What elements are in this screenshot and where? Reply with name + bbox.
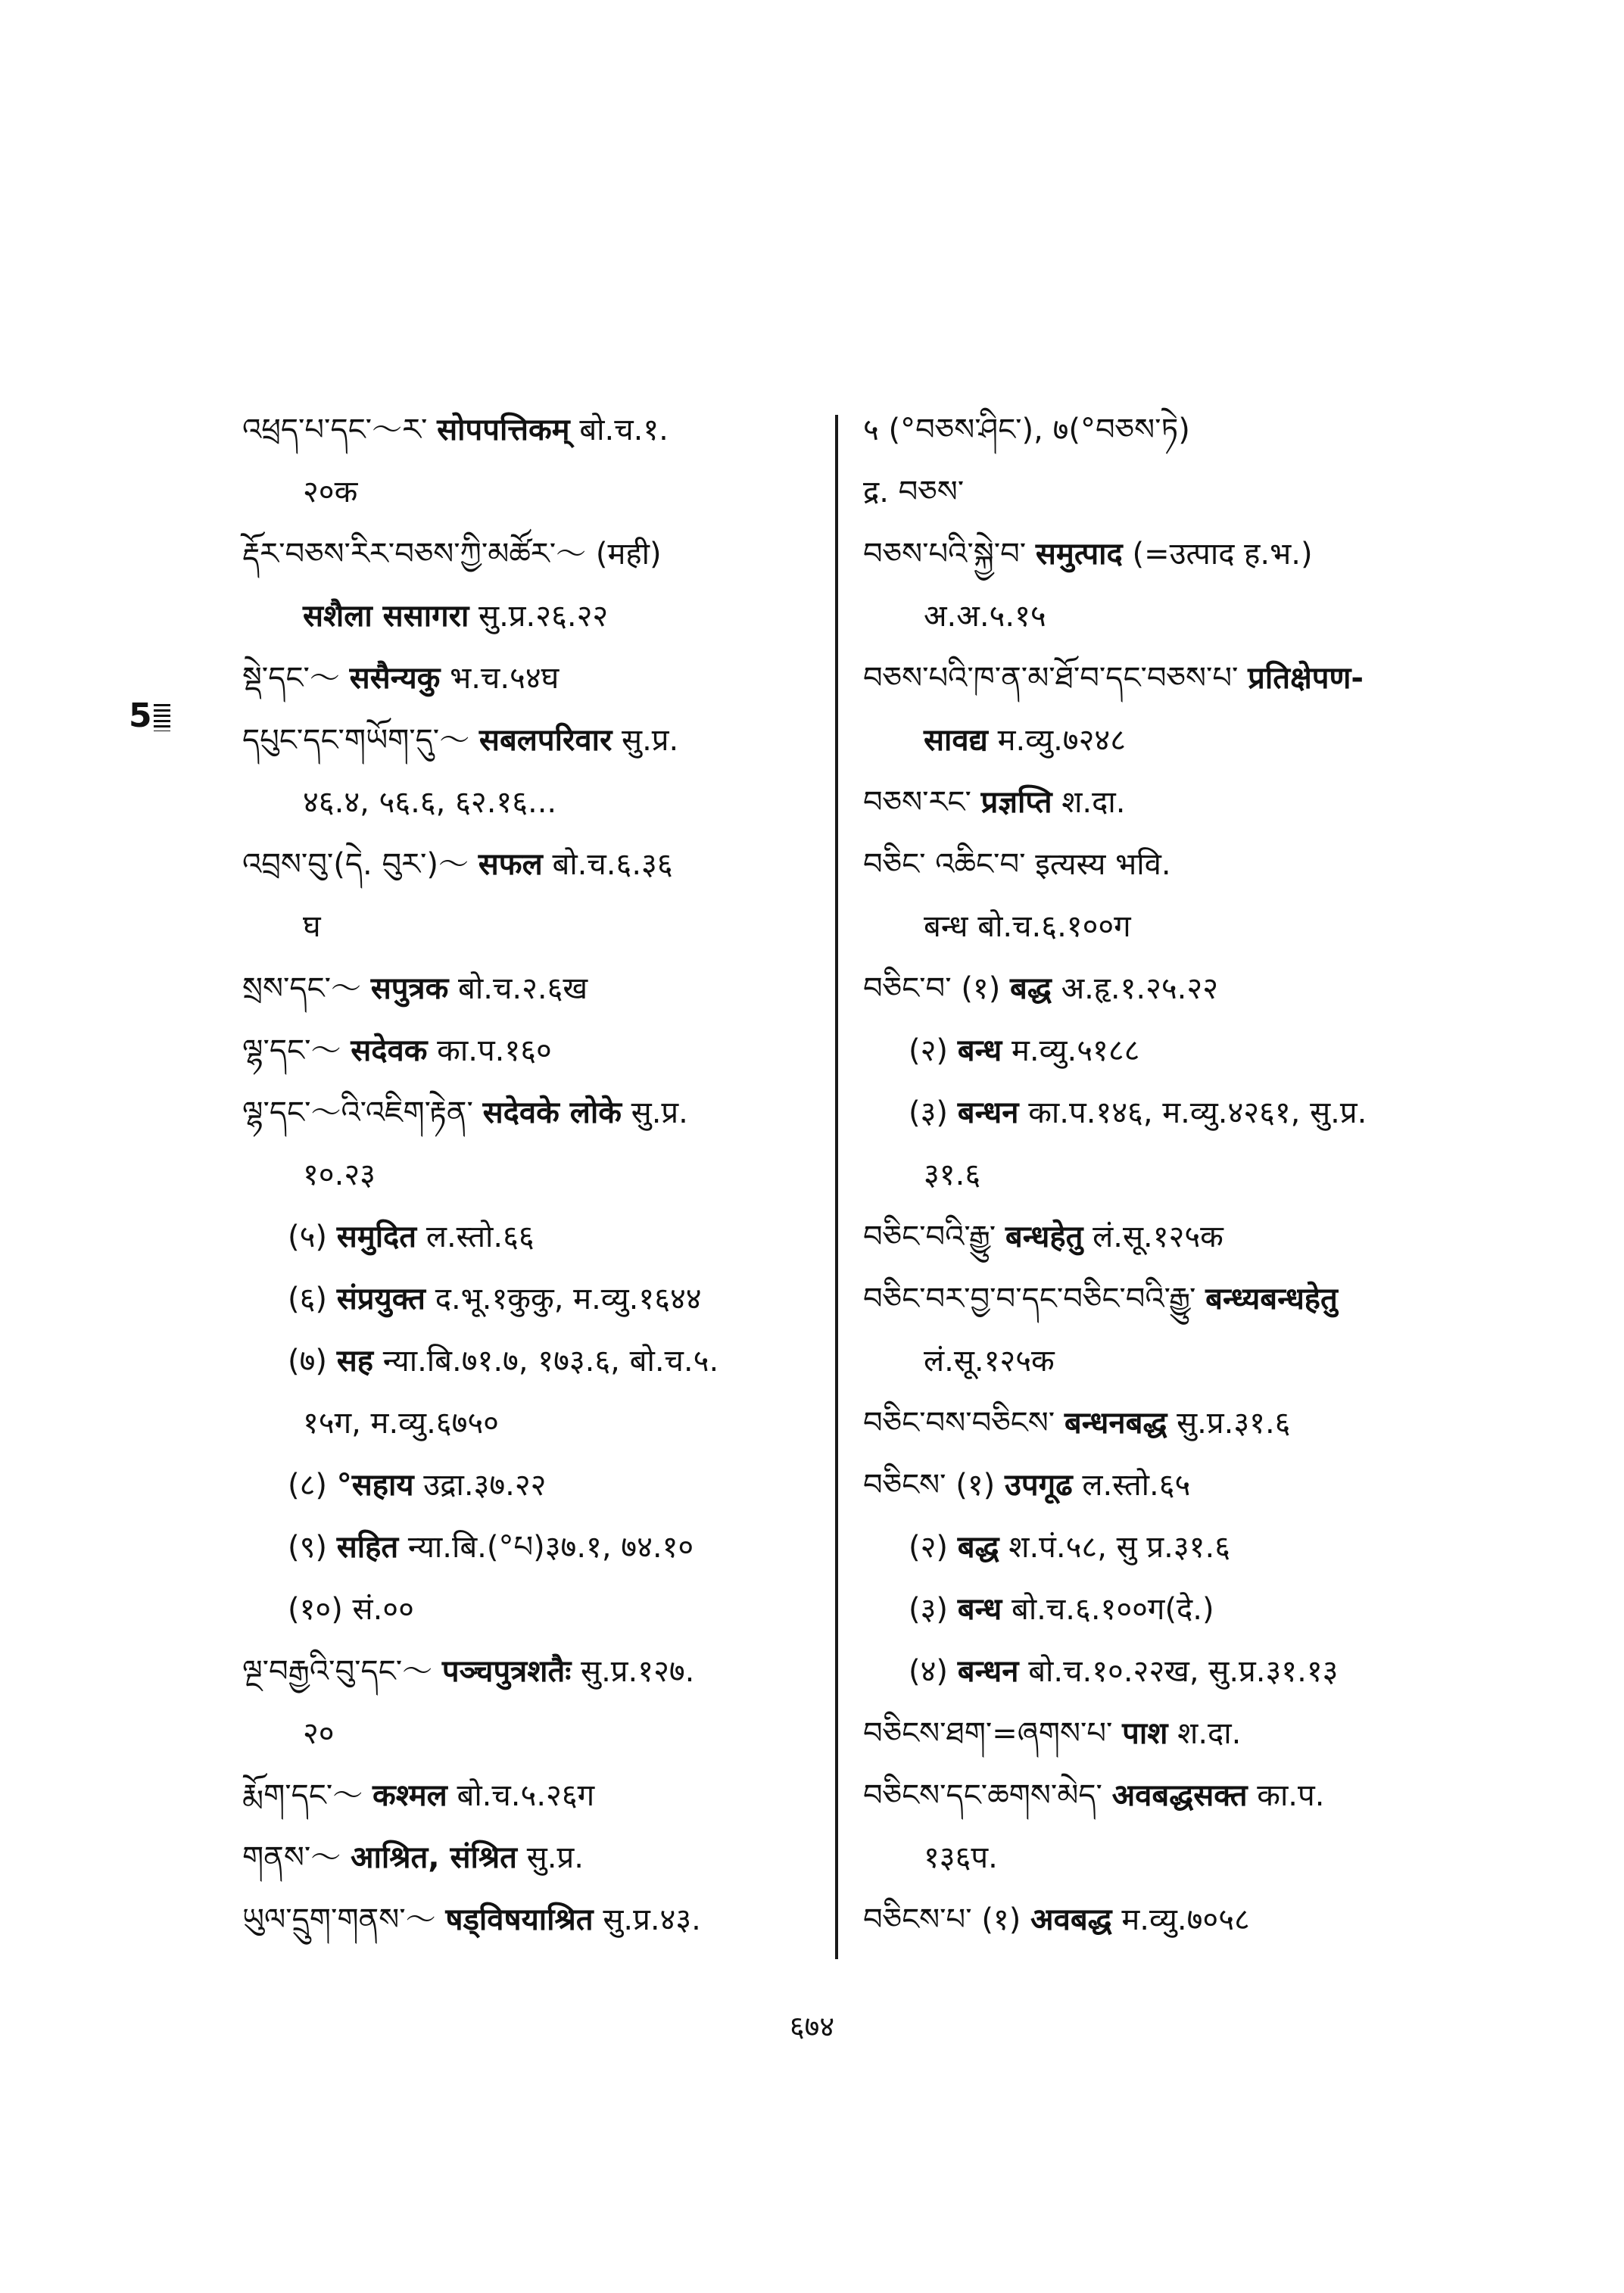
sanskrit-equivalent: पञ्चपुत्रशतैः xyxy=(441,1654,572,1689)
headword: བཅིང་ xyxy=(863,847,926,882)
reference: ल.स्तो.६६ xyxy=(425,1220,535,1254)
headword: ལྷ་དང་～ xyxy=(242,1033,341,1068)
sanskrit-equivalent: उपगूढ xyxy=(1005,1468,1073,1503)
margin-section-mark: 5 xyxy=(129,696,170,735)
reference: (=उत्पाद ह.भ.) xyxy=(1132,537,1313,572)
reference: लं.सू.१२५क xyxy=(1093,1220,1223,1254)
reference: बो.च.२.६ख xyxy=(458,971,588,1006)
reference: न्या.बि.७१.७, १७३.६, बो.च.५. xyxy=(382,1344,719,1379)
entry-line xyxy=(924,1340,1055,1382)
entry-line xyxy=(863,1402,1291,1444)
reference: म.व्यु.७२४८ xyxy=(997,723,1126,758)
headword: བཅིང་བ་ (१) xyxy=(863,971,1001,1006)
entry-line xyxy=(863,1774,1324,1817)
sanskrit-equivalent: सोपपत्तिकम् xyxy=(437,413,570,447)
headword: བཅིངས་དང་ཆགས་མེད་ xyxy=(863,1778,1102,1813)
headword: ལྔ་བརྒྱའི་བུ་དང་～ xyxy=(242,1654,433,1689)
sanskrit-equivalent: सह xyxy=(336,1344,374,1379)
reference: श.दा. xyxy=(1177,1716,1242,1751)
entry-line xyxy=(303,905,321,948)
reference: सु.प्र. xyxy=(631,1095,688,1130)
entry-line xyxy=(242,843,673,886)
headword: (१०) xyxy=(288,1592,343,1627)
sanskrit-equivalent: बन्ध xyxy=(957,1592,1002,1627)
entry-line xyxy=(303,1712,335,1755)
sanskrit-equivalent: बद्ध xyxy=(1010,971,1052,1006)
sanskrit-equivalent: अवबद्ध xyxy=(1030,1902,1112,1937)
reference: बो.च.६.३६ xyxy=(552,847,673,882)
headword: (३) xyxy=(909,1095,949,1130)
entry-line xyxy=(303,471,357,513)
reference: (मही) xyxy=(595,537,662,572)
reference: सु.प्र.४३. xyxy=(603,1902,701,1937)
entry-line xyxy=(242,1774,594,1817)
sanskrit-equivalent: बन्धन xyxy=(957,1654,1019,1689)
headword: (३) xyxy=(909,1592,949,1627)
headword: གནས་～ xyxy=(242,1840,341,1875)
sanskrit-equivalent: सपुत्रक xyxy=(370,971,449,1006)
sanskrit-equivalent: सदेवक xyxy=(351,1033,428,1068)
headword: བཅིངས་ (१) xyxy=(863,1468,996,1503)
reference: सु.प्र. xyxy=(526,1840,584,1875)
headword: དཔུང་དང་གཡོག་དུ་～ xyxy=(242,723,470,758)
sanskrit-equivalent: प्रज्ञप्ति xyxy=(980,785,1052,820)
sanskrit-equivalent: समुदित xyxy=(336,1220,417,1254)
section-bars-icon xyxy=(154,704,170,731)
entry-line xyxy=(242,1092,688,1134)
sanskrit-equivalent: सहित xyxy=(336,1530,399,1565)
entry-line xyxy=(909,1092,1367,1134)
sanskrit-equivalent: बन्धहेतु xyxy=(1005,1220,1083,1254)
reference: सं.०० xyxy=(352,1592,414,1627)
reference: श.पं.५८, सु प्र.३१.६ xyxy=(1008,1530,1230,1565)
headword: द्र. བཅས་ xyxy=(863,475,965,509)
entry-line xyxy=(863,1216,1223,1258)
headword: རྨོག་དང་～ xyxy=(242,1778,363,1813)
reference: बन्ध बो.च.६.१००ग xyxy=(924,909,1131,944)
sanskrit-equivalent: प्रतिक्षेपण- xyxy=(1248,661,1364,696)
entry-line xyxy=(863,843,1171,886)
headword: བཅིང་བར་བྱ་བ་དང་བཅིང་བའི་རྒྱུ་ xyxy=(863,1282,1196,1316)
sanskrit-equivalent: अवबद्धसक्त xyxy=(1111,1778,1248,1813)
sanskrit-equivalent: षड्विषयाश्रित xyxy=(445,1902,594,1937)
entry-line xyxy=(909,1588,1214,1631)
reference: १५ग, म.व्यु.६७५० xyxy=(303,1406,499,1441)
reference: सु.प्र. xyxy=(622,723,679,758)
reference: འཆིང་བ་ इत्यस्य भवि. xyxy=(935,847,1171,882)
entry-line xyxy=(909,1030,1139,1072)
reference: का.प.१४६, म.व्यु.४२६१, सु.प्र. xyxy=(1028,1095,1367,1130)
headword: (२) xyxy=(909,1530,949,1565)
reference: न्या.बि.(°པ)३७.१, ७४.१० xyxy=(407,1530,694,1565)
page-number: ६७४ xyxy=(789,2010,835,2043)
reference: ३१.६ xyxy=(924,1157,981,1192)
headword: བཅས་རང་ xyxy=(863,785,971,820)
reference: बो.च.१. xyxy=(579,413,669,447)
entry-line xyxy=(909,1650,1338,1693)
entry-line xyxy=(242,657,559,699)
entry-line xyxy=(242,1837,584,1879)
entry-line xyxy=(863,1278,1338,1320)
headword: (२) xyxy=(909,1033,949,1068)
headword: ཡུལ་དྲུག་གནས་～ xyxy=(242,1902,436,1937)
headword: བཅས་པའི་སྐྱེ་བ་ xyxy=(863,537,1027,572)
reference: बो.च.५.२६ग xyxy=(457,1778,595,1813)
sanskrit-equivalent: सशैला ससागरा xyxy=(303,599,469,634)
entry-line xyxy=(924,719,1126,762)
entry-line xyxy=(242,967,588,1010)
entry-line xyxy=(863,967,1218,1010)
entry-line xyxy=(863,409,1190,451)
sanskrit-equivalent: सदेवके लोके xyxy=(482,1095,622,1130)
entry-line xyxy=(863,471,964,513)
entry-line xyxy=(288,1278,702,1320)
reference: बो.च.६.१००ग(दे.) xyxy=(1011,1592,1214,1627)
reference: श.दा. xyxy=(1061,785,1126,820)
entry-line xyxy=(863,657,1364,699)
entry-line xyxy=(924,1154,980,1196)
sanskrit-equivalent: बन्धनबद्ध xyxy=(1064,1406,1167,1441)
reference: म.व्यु.७०५८ xyxy=(1121,1902,1250,1937)
reference: का.प.१६० xyxy=(437,1033,552,1068)
sanskrit-equivalent: बन्धन xyxy=(957,1095,1019,1130)
entry-line xyxy=(863,781,1125,824)
reference: सु.प्र.३१.६ xyxy=(1177,1406,1291,1441)
entry-line xyxy=(303,595,608,637)
headword: (९) xyxy=(288,1530,328,1565)
entry-line xyxy=(924,905,1131,948)
sanskrit-equivalent: सावद्य xyxy=(924,723,988,758)
entry-line xyxy=(242,1030,552,1072)
reference: भ.च.५४घ xyxy=(450,661,560,696)
sanskrit-equivalent: कश्मल xyxy=(372,1778,447,1813)
entry-line xyxy=(288,1216,535,1258)
sanskrit-equivalent: बन्ध्यबन्धहेतु xyxy=(1205,1282,1338,1316)
sanskrit-equivalent: संप्रयुक्त xyxy=(336,1282,425,1316)
headword: འཕྲད་པ་དང་～ར་ xyxy=(242,413,428,447)
sanskrit-equivalent: °सहाय xyxy=(336,1468,414,1503)
entry-line xyxy=(242,533,662,575)
entry-line xyxy=(288,1340,718,1382)
headword: ५ (°བཅས་ཤིང་), ७(°བཅས་ཏེ) xyxy=(863,413,1190,447)
headword: བཅིང་བས་བཅིངས་ xyxy=(863,1406,1055,1441)
entry-line xyxy=(242,1899,701,1941)
reference: २० xyxy=(303,1716,335,1751)
sanskrit-equivalent: सबलपरिवार xyxy=(478,723,613,758)
headword: སྡེ་དང་～ xyxy=(242,661,340,696)
headword: (४) xyxy=(909,1654,949,1689)
entry-line xyxy=(288,1464,546,1506)
entry-line xyxy=(303,1154,376,1196)
reference: १३६प. xyxy=(924,1840,998,1875)
reference: सु.प्र.२६.२२ xyxy=(478,599,609,634)
entry-line xyxy=(303,781,556,824)
headword: བཅས་པའི་ཁ་ན་མ་ཐོ་བ་དང་བཅས་པ་ xyxy=(863,661,1239,696)
entry-line xyxy=(924,1837,998,1879)
reference: अ.हृ.१.२५.२२ xyxy=(1061,971,1218,1006)
entry-line xyxy=(863,1712,1241,1755)
entry-line xyxy=(288,1588,414,1631)
headword: འབྲས་བུ་(དེ. བུར་)～ xyxy=(242,847,469,882)
headword: (८) xyxy=(288,1468,328,1503)
headword: བཅིང་བའི་རྒྱུ་ xyxy=(863,1220,996,1254)
entry-line xyxy=(242,409,669,451)
reference: म.व्यु.५१८८ xyxy=(1011,1033,1140,1068)
entry-line xyxy=(924,595,1046,637)
sanskrit-equivalent: आश्रित, संश्रित xyxy=(350,1840,517,1875)
entry-line xyxy=(863,1464,1190,1506)
entry-line xyxy=(863,533,1313,575)
headword: བཅིངས་ཐག་=ཞགས་པ་ xyxy=(863,1716,1113,1751)
entry-line xyxy=(909,1526,1230,1569)
entry-line xyxy=(242,1650,694,1693)
headword: བཅིངས་པ་ (१) xyxy=(863,1902,1021,1937)
reference: घ xyxy=(303,909,321,944)
reference: २०क xyxy=(303,475,358,509)
reference: लं.सू.१२५क xyxy=(924,1344,1055,1379)
sanskrit-equivalent: समुत्पाद xyxy=(1035,537,1123,572)
reference: सु.प्र.१२७. xyxy=(581,1654,695,1689)
column-divider xyxy=(835,415,838,1959)
headword: (७) xyxy=(288,1344,328,1379)
reference: ४६.४, ५६.६, ६२.१६... xyxy=(303,785,557,820)
reference: अ.अ.५.१५ xyxy=(924,599,1046,634)
headword: (५) xyxy=(288,1220,328,1254)
entry-line xyxy=(288,1526,694,1569)
reference: द.भू.१कुकु, म.व्यु.१६४४ xyxy=(435,1282,702,1316)
reference: बो.च.१०.२२ख, सु.प्र.३१.१३ xyxy=(1028,1654,1339,1689)
sanskrit-equivalent: ससैन्यकु xyxy=(349,661,441,696)
entry-line xyxy=(242,719,678,762)
headword: (६) xyxy=(288,1282,328,1316)
reference: १०.२३ xyxy=(303,1157,376,1192)
entry-line xyxy=(303,1402,499,1444)
headword: རྡོར་བཅས་རིར་བཅས་ཀྱི་མཚོར་～ xyxy=(242,537,587,572)
sanskrit-equivalent: बद्ध xyxy=(957,1530,999,1565)
entry-line xyxy=(863,1899,1250,1941)
sanskrit-equivalent: पाश xyxy=(1122,1716,1168,1751)
headword: ལྷ་དང་～འི་འཇིག་རྟེན་ xyxy=(242,1095,473,1130)
headword: སྲས་དང་～ xyxy=(242,971,362,1006)
reference: ल.स्तो.६५ xyxy=(1082,1468,1191,1503)
sanskrit-equivalent: बन्ध xyxy=(957,1033,1002,1068)
reference: का.प. xyxy=(1257,1778,1325,1813)
reference: उद्रा.३७.२२ xyxy=(423,1468,547,1503)
sanskrit-equivalent: सफल xyxy=(478,847,543,882)
